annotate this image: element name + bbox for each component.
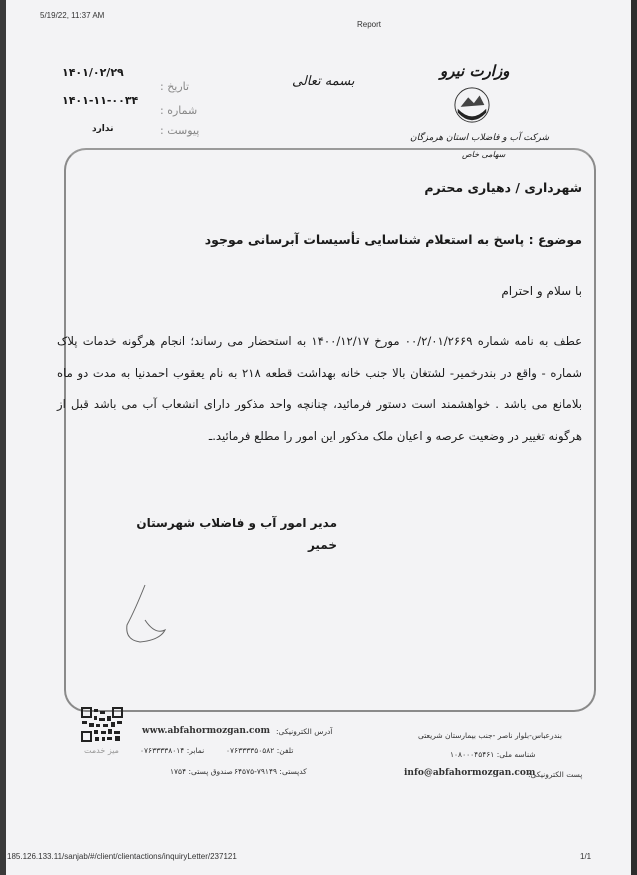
company-name: شرکت آب و فاضلاب استان هرمزگان [410,133,550,143]
page-number: 1/1 [580,852,592,861]
qr-label: میز خدمت [84,746,119,755]
scan-edge-left [0,0,6,875]
date-value: ۱۴۰۱/۰۲/۲۹ [62,66,124,79]
greeting: با سلام و احترام [501,284,582,298]
print-title: Report [357,20,382,29]
website-label: آدرس الکترونیکی: [276,727,333,736]
fax-number: نمابر: ۰۷۶۳۳۳۳۸۰۱۴ [140,746,205,755]
email-label: پست الکترونیکی: [528,770,583,779]
signature-city: خمیر [307,538,337,552]
ministry-name: وزارت نیرو [440,62,510,80]
bismillah-heading: بسمه تعالی [292,74,355,89]
signature-block [136,512,337,556]
postal-code: کدپستی: ۷۹۱۴۹-۶۴۵۷۵ [234,767,307,776]
print-url: 185.126.133.11/sanjab/#/client/clientactions/inquiryLetter/237121 [7,852,237,861]
recipient: شهرداری / دهیاری محترم [424,180,582,195]
phone-number: تلفن: ۰۷۶۳۳۳۳۵۰۵۸۲ [226,746,294,755]
postal-address: بندرعباس-بلوار ناصر -جنب بیمارستان شریعتی [418,731,562,740]
attachment-label: پیوست : [160,124,200,137]
letter-subject: موضوع : پاسخ به استعلام شناسایی تأسیسات آبرسانی موجود [204,232,582,247]
print-datetime: 5/19/22, 11:37 AM [40,11,105,20]
email-link[interactable]: info@abfahormozgan.com [404,768,536,778]
date-label: تاریخ : [160,80,190,93]
company-type: سهامی خاص [462,150,506,159]
number-value: ۱۴۰۱-۱۱-۰۰۳۴ [62,94,139,107]
handwritten-signature [115,580,175,650]
letter-body: عطف به نامه شماره ۰۰/۲/۰۱/۲۶۶۹ مورخ ۱۴۰۰/۱۲/۱۷ به استحضار می رساند؛ انجام هرگونه خدمات پلاک شماره - واقع در بندرخمیر- لشتغان بالا جنب خانه بهداشت قطعه ۲۱۸ به نام یعقوب احمدنیا به مدت دو ماه بلامانع می باشد . خواهشمند است دستور فرمائید، چنانچه واحد مذکور دارای انشعاب آب می باشد قبل از هرگونه تغییر در وضعیت عرصه و اعیان ملک مذکور این امور را مطلع فرمائید.ـ [57,334,583,443]
scan-edge-right [631,0,637,875]
company-logo-icon [453,86,491,124]
signature-title: مدیر امور آب و فاضلاب شهرستان [136,516,337,530]
attachment-value: ندارد [92,124,114,134]
national-id: شناسه ملی: ۱۰۸۰۰۰۴۵۴۶۱ [450,750,536,759]
number-label: شماره : [160,104,198,117]
website-link[interactable]: www.abfahormozgan.com [142,726,271,736]
qr-code-icon [80,707,124,743]
po-box: صندوق پستی: ۱۷۵۴ [170,767,233,776]
